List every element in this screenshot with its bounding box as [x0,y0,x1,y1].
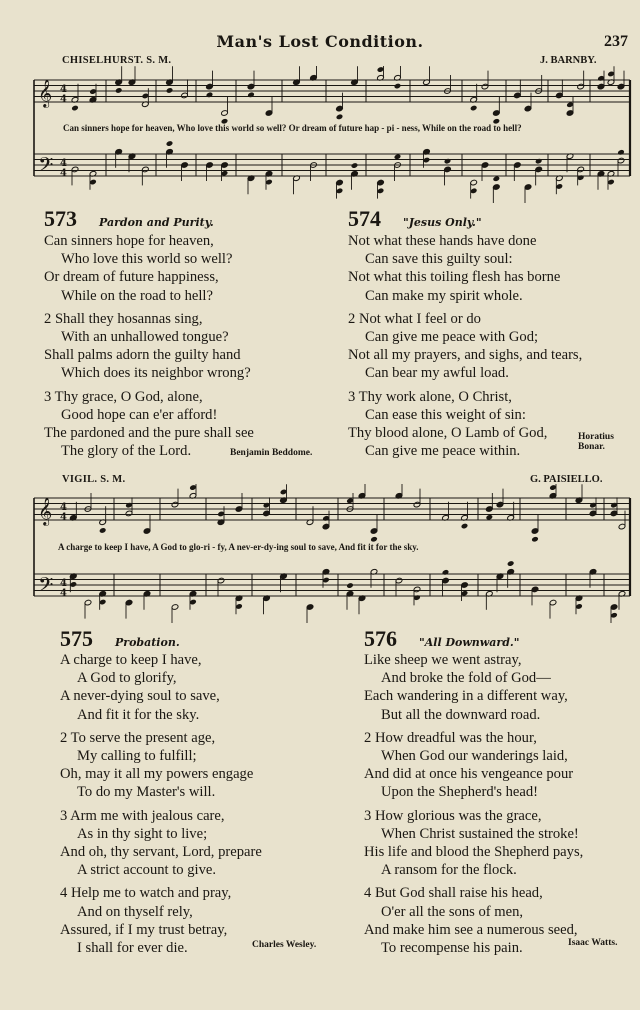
hymn-573-text [44,232,254,460]
verse-line: A God to glorify, [77,670,177,687]
hymn-574-author: Horatius Bonar. [578,432,614,452]
svg-text:4: 4 [60,168,67,179]
verse-line: As in thy sight to live; [77,825,208,842]
verse-line: Which does its neighbor wrong? [61,365,251,382]
page-header-title: Man's Lost Condition. [216,32,424,51]
verse-line: A never-dying soul to save, [60,688,220,705]
verse-line: Not what this toiling flesh has borne [348,269,561,286]
music-staff-chiselhurst [0,66,640,206]
hymn-title: Probation. [115,636,180,649]
verse-line: A ransom for the flock. [381,862,517,879]
hymn-575-text [60,651,262,957]
verse-line: Can make my spirit whole. [365,287,523,304]
verse-line: To do my Master's will. [77,784,216,801]
verse-line: Each wandering in a different way, [364,688,568,705]
verse-line: 3 Arm me with jealous care, [60,807,225,824]
svg-text:𝄢: 𝄢 [38,153,54,181]
hymn-number: 575 [60,626,93,651]
verse-line: And fit it for the sky. [77,706,200,723]
verse-line: And did at once his vengeance pour [364,766,574,783]
verse-line: Good hope can e'er afford! [61,406,218,423]
hymn-574 [348,206,482,232]
hymn-title: "All Downward." [419,636,520,649]
svg-text:4: 4 [60,578,67,589]
hymn-576-author: Isaac Watts. [568,938,618,948]
svg-text:4: 4 [60,158,67,169]
verse-line: 3 Thy grace, O God, alone, [44,388,203,405]
svg-text:4: 4 [60,502,67,513]
verse-line: Can save this guilty soul: [365,251,513,268]
verse-line: Can sinners hope for heaven, [44,233,214,249]
verse-line: Shall palms adorn the guilty hand [44,347,241,364]
hymn-576 [364,626,519,652]
hymn-title: Pardon and Purity. [99,216,214,229]
hymn-number: 574 [348,206,381,231]
verse-line: When God our wanderings laid, [381,748,568,765]
hymn-576-text [364,651,583,957]
verse-line: Thy blood alone, O Lamb of God, [348,425,548,442]
svg-text:𝄞: 𝄞 [38,497,53,525]
verse-line: 2 How dreadful was the hour, [364,729,537,746]
verse-line: My calling to fulfill; [77,748,197,765]
verse-line: Not what these hands have done [348,233,537,249]
verse-line: 4 But God shall raise his head, [364,885,543,902]
page-number: 237 [604,33,628,50]
verse-line: To recompense his pain. [381,940,523,957]
hymn-574-text [348,232,582,460]
verse-line: A charge to keep I have, [60,652,202,668]
verse-line: Like sheep we went astray, [364,652,522,668]
verse-line: His life and blood the Shepherd pays, [364,844,584,861]
verse-line: 2 Shall they hosannas sing, [44,310,203,327]
verse-line: And broke the fold of God— [381,670,551,687]
verse-line: Can give me peace within. [365,443,521,460]
verse-line: I shall for ever die. [77,940,188,957]
verse-line: 2 To serve the present age, [60,729,216,746]
tune-composer-barnby: J. BARNBY. [540,55,597,66]
verse-line: When Christ sustained the stroke! [381,825,579,842]
hymn-number: 573 [44,206,77,231]
verse-line: The glory of the Lord. [61,443,192,460]
verse-line: O'er all the sons of men, [381,903,524,920]
hymn-573-author: Benjamin Beddome. [230,448,313,458]
verse-line: 4 Help me to watch and pray, [60,885,232,902]
verse-line: And on thyself rely, [77,903,193,920]
verse-line: 3 How glorious was the grace, [364,807,542,824]
hymn-575-author: Charles Wesley. [252,940,317,950]
verse-line: And make him see a numerous seed, [364,921,578,938]
svg-text:𝄢: 𝄢 [38,573,54,601]
tune-lyric-vigil: A charge to keep I have, A God to glo-ri - fy, A nev-er-dy-ing soul to save, And fit it for the sky. [58,542,419,552]
hymn-575 [60,626,180,652]
verse-line: Who love this world so well? [61,251,233,268]
svg-text:4: 4 [60,588,67,599]
tune-lyric-chiselhurst: Can sinners hope for heaven, Who love this world so well? Or dream of future hap - pi - ness, While on the road to hell? [63,123,522,133]
verse-line: A strict account to give. [77,862,217,879]
svg-text:4: 4 [60,512,67,523]
verse-line: Can bear my awful load. [365,365,509,382]
verse-line: Can ease this weight of sin: [365,406,526,423]
tune-composer-paisiello: G. PAISIELLO. [530,474,603,485]
music-staff-vigil [0,484,640,624]
hymn-title: "Jesus Only." [403,216,482,229]
hymn-573 [44,206,214,232]
verse-line: 2 Not what I feel or do [348,310,481,327]
hymn-number: 576 [364,626,397,651]
svg-text:4: 4 [60,84,67,95]
verse-line: With an unhallowed tongue? [61,329,229,346]
verse-line: Assured, if I my trust betray, [60,921,228,938]
verse-line: The pardoned and the pure shall see [44,425,254,442]
verse-line: While on the road to hell? [61,287,213,304]
verse-line: Upon the Shepherd's head! [381,784,539,801]
verse-line: Can give me peace with God; [365,329,539,346]
verse-line: Or dream of future happiness, [44,269,219,286]
verse-line: Oh, may it all my powers engage [60,766,254,783]
svg-text:𝄞: 𝄞 [38,79,53,107]
tune-name-vigil: VIGIL. S. M. [62,474,126,485]
verse-line: But all the downward road. [381,706,541,723]
verse-line: 3 Thy work alone, O Christ, [348,388,512,405]
svg-text:4: 4 [60,94,67,105]
verse-line: And oh, thy servant, Lord, prepare [60,844,262,861]
verse-line: Not all my prayers, and sighs, and tears, [348,347,583,364]
tune-name-chiselhurst: CHISELHURST. S. M. [62,55,172,66]
